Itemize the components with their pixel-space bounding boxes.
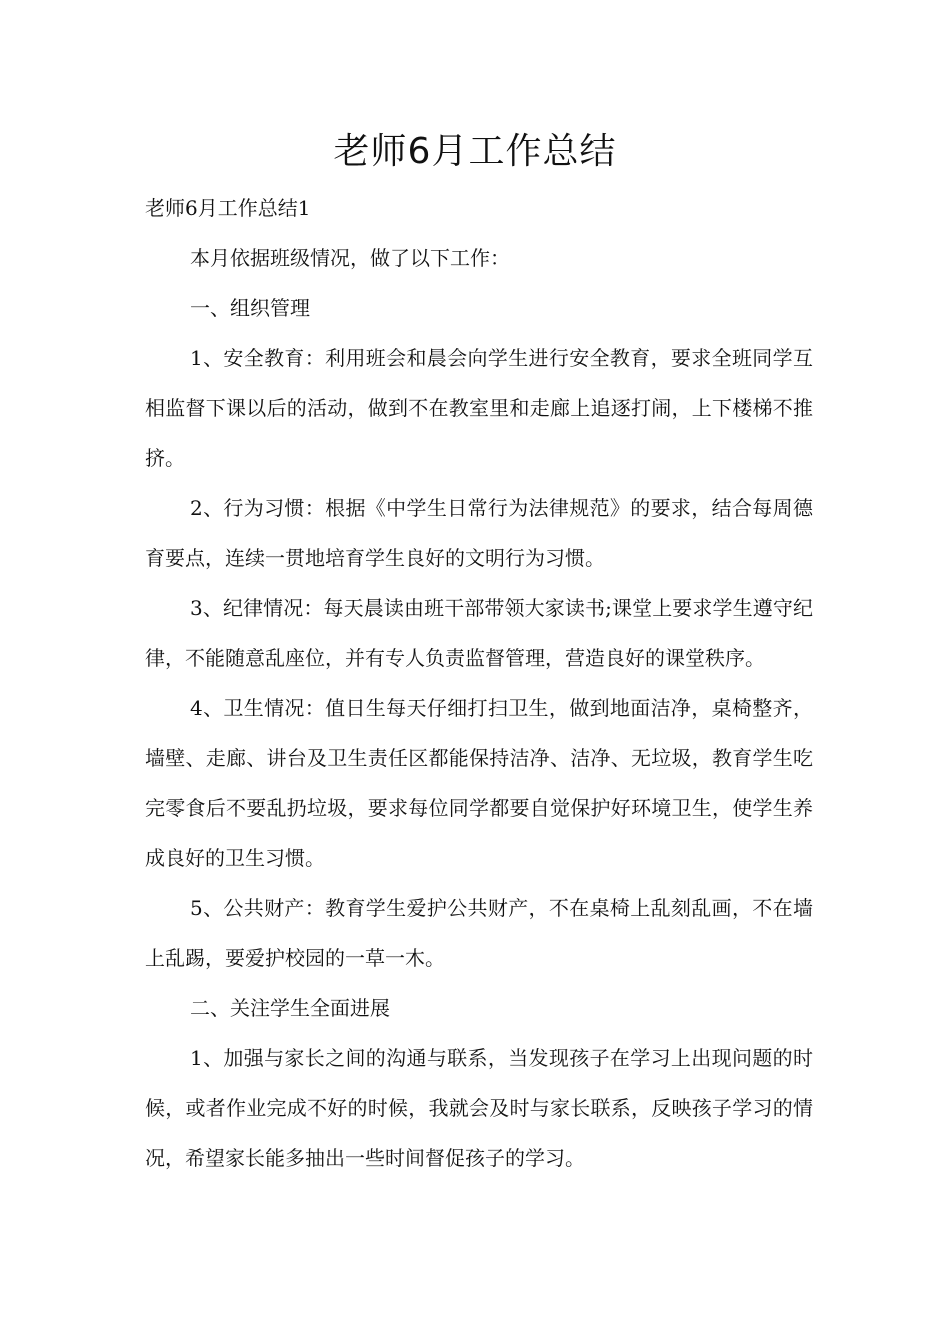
body-paragraph: 1、安全教育：利用班会和晨会向学生进行安全教育，要求全班同学互相监督下课以后的活动，做到不在教室里和走廊上追逐打闹，上下楼梯不推挤。 (145, 346, 813, 470)
body-paragraph: 3、纪律情况：每天晨读由班干部带领大家读书;课堂上要求学生遵守纪律，不能随意乱座位，并有专人负责监督管理，营造良好的课堂秩序。 (145, 596, 813, 670)
body-paragraph: 5、公共财产：教育学生爱护公共财产，不在桌椅上乱刻乱画，不在墙上乱踢，要爱护校园的一草一木。 (145, 896, 813, 970)
body-paragraph: 本月依据班级情况，做了以下工作： (190, 246, 510, 270)
document-title: 老师6月工作总结 (333, 131, 617, 172)
section-subheading: 二、关注学生全面进展 (190, 996, 390, 1020)
section-subheading: 一、组织管理 (190, 296, 310, 320)
body-paragraph: 2、行为习惯：根据《中学生日常行为法律规范》的要求，结合每周德育要点，连续一贯地培育学生良好的文明行为习惯。 (145, 496, 813, 570)
body-paragraph: 4、卫生情况：值日生每天仔细打扫卫生，做到地面洁净，桌椅整齐，墙壁、走廊、讲台及卫生责任区都能保持洁净、洁净、无垃圾，教育学生吃完零食后不要乱扔垃圾，要求每位同学都要自觉保护好环境卫生，使学生养成良好的卫生习惯。 (145, 696, 813, 870)
body-paragraph: 1、加强与家长之间的沟通与联系，当发现孩子在学习上出现问题的时候，或者作业完成不好的时候，我就会及时与家长联系，反映孩子学习的情况，希望家长能多抽出一些时间督促孩子的学习。 (145, 1046, 813, 1170)
section-heading: 老师6月工作总结1 (145, 196, 311, 220)
document-body (145, 183, 813, 1183)
